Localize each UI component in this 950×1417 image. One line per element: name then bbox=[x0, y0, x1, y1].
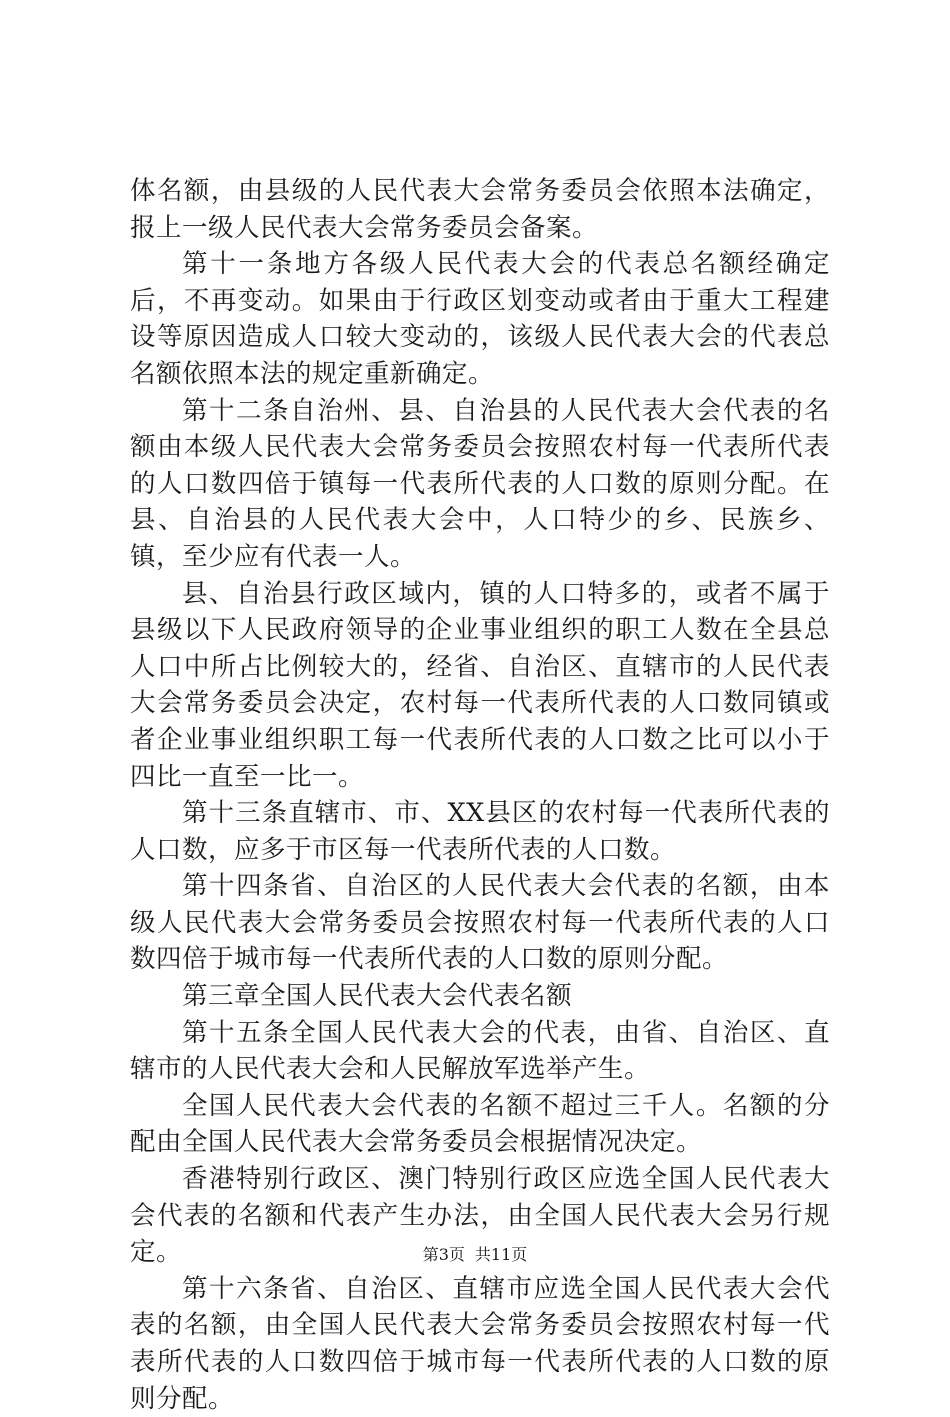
paragraph-article-13: 第十三条直辖市、市、XX县区的农村每一代表所代表的人口数，应多于市区每一代表所代表的人口数。 bbox=[130, 798, 830, 865]
paragraph-article-15-clause-2: 全国人民代表大会代表的名额不超过三千人。名额的分配由全国人民代表大会常务委员会根据情况决定。 bbox=[130, 1090, 830, 1158]
paragraph-article-12: 第十二条自治州、县、自治县的人民代表大会代表的名额由本级人民代表大会常务委员会按照农村每一代表所代表的人口数四倍于镇每一代表所代表的人口数的原则分配。在县、自治县的人民代表大会中，人口特少的乡、民族乡、镇，至少应有代表一人。 bbox=[130, 395, 830, 572]
document-body bbox=[130, 173, 830, 1417]
paragraph-continued: 体名额，由县级的人民代表大会常务委员会依照本法确定，报上一级人民代表大会常务委员会备案。 bbox=[130, 176, 830, 243]
chapter-heading-3: 第三章全国人民代表大会代表名额 bbox=[182, 981, 573, 1012]
paragraph-article-14: 第十四条省、自治区的人民代表大会代表的名额，由本级人民代表大会常务委员会按照农村每一代表所代表的人口数四倍于城市每一代表所代表的人口数的原则分配。 bbox=[130, 871, 830, 975]
page-number: 第3页 bbox=[422, 1245, 465, 1264]
paragraph-article-16: 第十六条省、自治区、直辖市应选全国人民代表大会代表的名额，由全国人民代表大会常务委员会按照农村每一代表所代表的人口数四倍于城市每一代表所代表的人口数的原则分配。 bbox=[130, 1273, 830, 1414]
paragraph-article-15-clause-3: 香港特别行政区、澳门特别行政区应选全国人民代表大会代表的名额和代表产生办法，由全国人民代表大会另行规定。 bbox=[130, 1164, 830, 1268]
page-footer bbox=[0, 1245, 950, 1265]
page-total: 共11页 bbox=[474, 1245, 528, 1264]
paragraph-article-12-clause-2: 县、自治县行政区域内，镇的人口特多的，或者不属于县级以下人民政府领导的企业事业组织的职工人数在全县总人口中所占比例较大的，经省、自治区、直辖市的人民代表大会常务委员会决定，农村每一代表所代表的人口数同镇或者企业事业组织职工每一代表所代表的人口数之比可以小于四比一直至一比一。 bbox=[130, 578, 830, 792]
paragraph-article-11: 第十一条地方各级人民代表大会的代表总名额经确定后，不再变动。如果由于行政区划变动或者由于重大工程建设等原因造成人口较大变动的，该级人民代表大会的代表总名额依照本法的规定重新确定。 bbox=[130, 249, 830, 389]
paragraph-article-15: 第十五条全国人民代表大会的代表，由省、自治区、直辖市的人民代表大会和人民解放军选举产生。 bbox=[130, 1017, 830, 1085]
